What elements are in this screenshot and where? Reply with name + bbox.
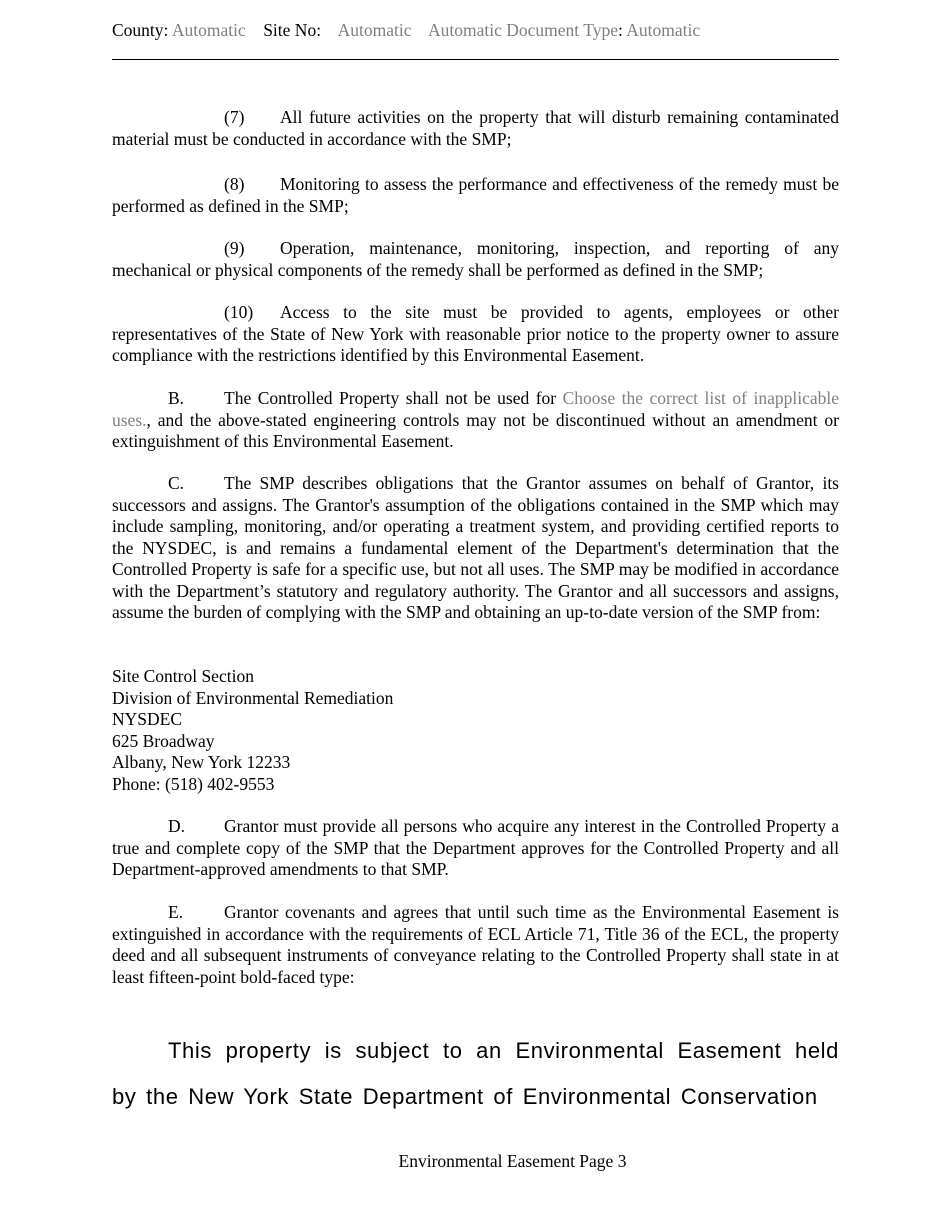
- county-label: County:: [112, 20, 169, 40]
- paragraph-7-text: All future activities on the property that will disturb remaining contaminated material must be conducted in accordance with the SMP;: [112, 107, 839, 149]
- paragraph-c-letter: C.: [168, 473, 185, 493]
- paragraph-d-letter: D.: [168, 816, 186, 836]
- address-line-2: Division of Environmental Remediation: [112, 687, 394, 708]
- address-line-4: 625 Broadway: [112, 730, 215, 751]
- paragraph-b-text-after: , and the above-stated engineering controls may not be discontinued without an amendment or extinguishment of this Environmental Easement.: [112, 409, 839, 451]
- document-type-field-label[interactable]: Automatic Document Type: [428, 20, 618, 40]
- address-line-1: Site Control Section: [112, 666, 254, 686]
- paragraph-b-letter: B.: [168, 388, 185, 408]
- paragraph-c-text: The SMP describes obligations that the Grantor assumes on behalf of Grantor, its successors and assigns. The Grantor's assumption of the obligations contained in the SMP which may include sampling, monitoring, and/or operating a treatment system, and providing certified reports to the NYSDEC, is and remains a fundamental element of the Department's determination that the Controlled Property is safe for a specific use, but not all uses. The SMP may be modified in accordance with the Department’s statutory and regulatory authority. The Grantor and all successors and assigns, assume the burden of complying with the SMP and obtaining an up-to-date version of the SMP from:: [112, 473, 839, 622]
- paragraph-e: [112, 902, 839, 988]
- paragraph-8-number: (8): [224, 174, 245, 194]
- paragraph-8-text: Monitoring to assess the performance and effectiveness of the remedy must be performed as defined in the SMP;: [112, 174, 839, 216]
- paragraph-d-text: Grantor must provide all persons who acquire any interest in the Controlled Property a true and complete copy of the SMP that the Department approves for the Controlled Property and all Department-approved amendments to that SMP.: [112, 816, 839, 879]
- paragraph-e-text: Grantor covenants and agrees that until such time as the Environmental Easement is extinguished in accordance with the requirements of ECL Article 71, Title 36 of the ECL, the property deed and all subsequent instruments of conveyance relating to the Controlled Property shall state in at least fifteen-point bold-faced type:: [112, 902, 839, 987]
- paragraph-10-text: Access to the site must be provided to agents, employees or other representatives of the State of New York with reasonable prior notice to the property owner to assure compliance with the restrictions identified by this Environmental Easement.: [112, 302, 839, 365]
- site-no-label: Site No:: [263, 20, 322, 40]
- page-footer: Environmental Easement Page 3: [398, 1151, 627, 1171]
- paragraph-d: [112, 816, 839, 881]
- address-phone: Phone: (518) 402-9553: [112, 773, 275, 794]
- easement-notice-statement: [112, 1028, 839, 1120]
- paragraph-e-letter: E.: [168, 902, 184, 922]
- inapplicable-uses-field[interactable]: Choose the correct list of inapplicable uses.: [112, 388, 839, 430]
- paragraph-9-text: Operation, maintenance, monitoring, inspection, and reporting of any mechanical or physical components of the remedy shall be performed as defined in the SMP;: [112, 238, 839, 280]
- address-line-3: NYSDEC: [112, 709, 183, 729]
- paragraph-b-text-before: The Controlled Property shall not be used for: [224, 388, 563, 408]
- paragraph-c: [112, 473, 839, 624]
- paragraph-8: [112, 174, 839, 217]
- header-divider: [112, 59, 839, 60]
- document-type-field[interactable]: Automatic: [626, 20, 701, 40]
- paragraph-7: [112, 107, 839, 150]
- paragraph-10-number: (10): [224, 302, 254, 322]
- address-block: [112, 666, 512, 795]
- paragraph-9-number: (9): [224, 238, 245, 258]
- document-type-colon: :: [617, 20, 623, 40]
- address-line-5: Albany, New York 12233: [112, 752, 291, 772]
- county-field[interactable]: Automatic: [171, 20, 246, 40]
- paragraph-b: [112, 388, 839, 453]
- paragraph-7-number: (7): [224, 107, 245, 127]
- site-no-field[interactable]: Automatic: [337, 20, 412, 40]
- page-header: [112, 20, 839, 42]
- paragraph-10: [112, 302, 839, 367]
- paragraph-9: [112, 238, 839, 281]
- easement-notice-text: This property is subject to an Environmental Easement held by the New York State Department of Environmental Conservation: [112, 1038, 839, 1109]
